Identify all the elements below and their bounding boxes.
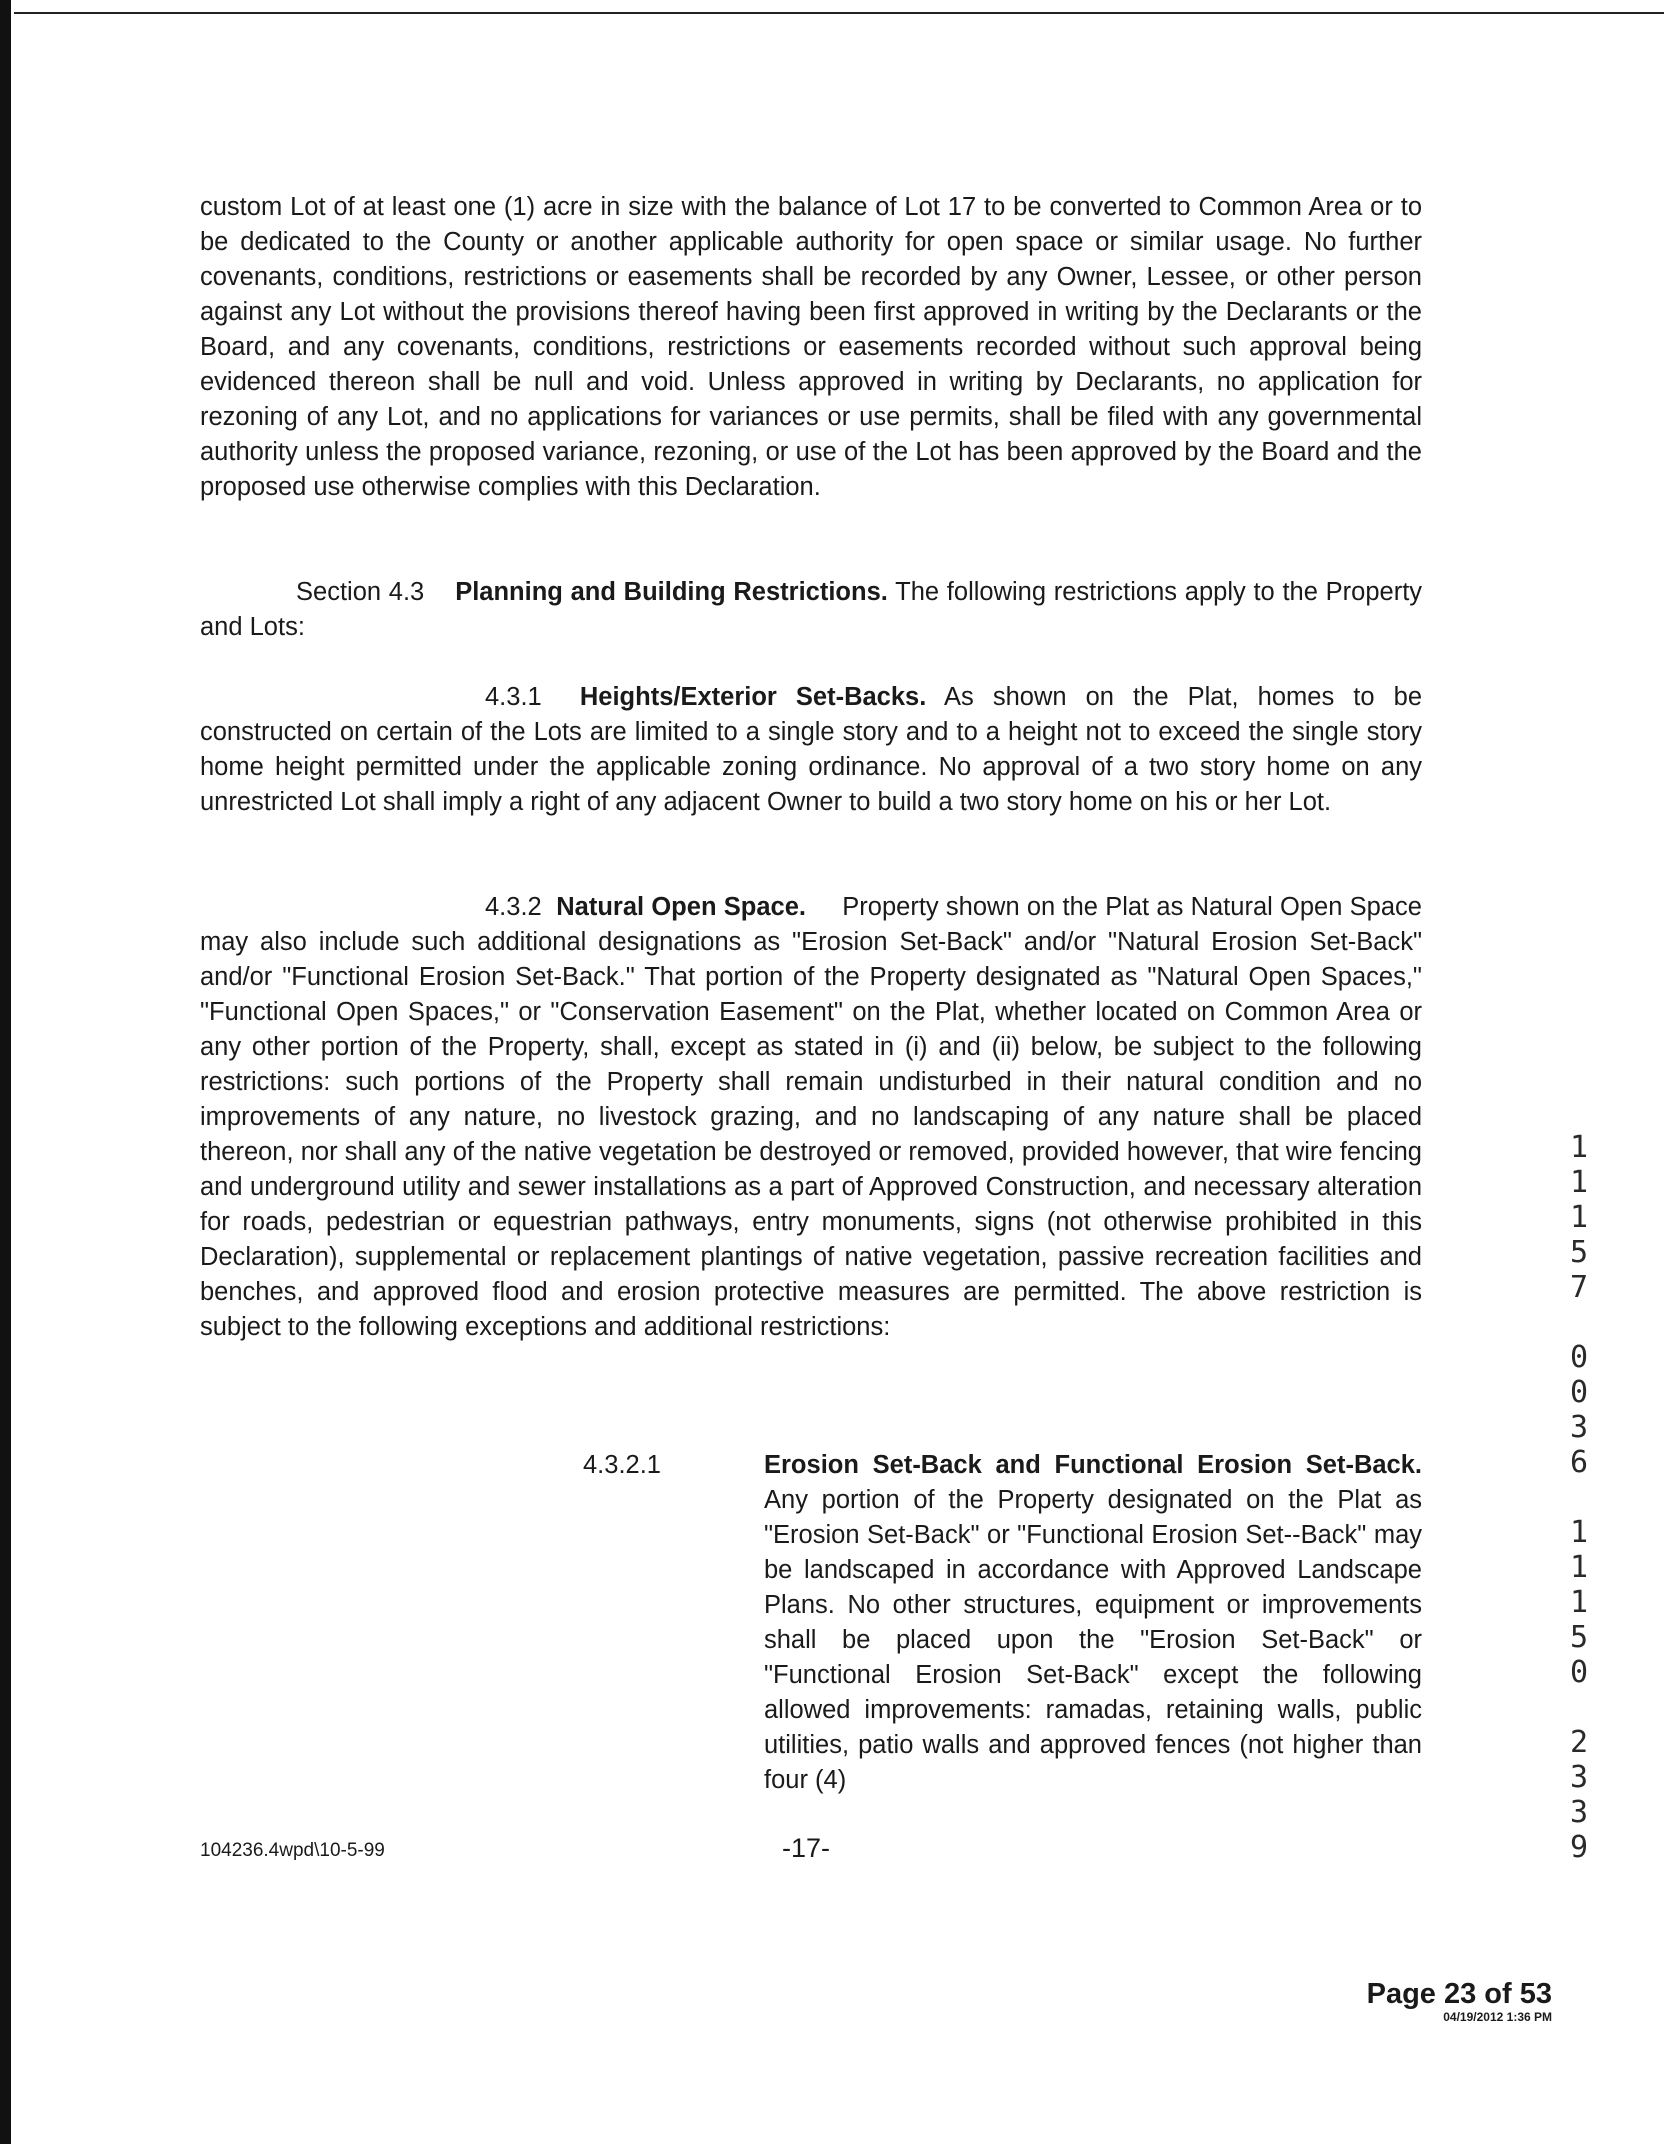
recorder-timestamp: 04/19/2012 1:36 PM xyxy=(1443,2010,1552,2024)
section-4-3-text: The following restrictions apply to the Property and Lots: xyxy=(200,578,1423,641)
stamp-digit: 1 xyxy=(1569,1130,1589,1165)
paragraph-lot-17: custom Lot of at least one (1) acre in size with the balance of Lot 17 to be converted to Common Area or to be dedicated to the County or another applicable authority for open space or similar usage. No further covenants, conditions, restrictions or easements shall be recorded by any Owner, Lessee, or other person against any Lot without the provisions thereof having been first approved in writing by the Declarants or the Board, and any covenants, conditions, restrictions or easements recorded without such approval being evidenced thereon shall be null and void. Unless approved in writing by Declarants, no application for rezoning of any Lot, and no applications for variances or use permits, shall be filed with any governmental authority unless the proposed variance, rezoning, or use of the Lot has been approved by the Board and the proposed use otherwise complies with this Declaration. xyxy=(200,193,1422,501)
stamp-spacer xyxy=(1564,1690,1594,1725)
subsection-4-3-1-text: As shown on the Plat, homes to be constructed on certain of the Lots are limited to a single story and to a height not to exceed the single story home height permitted under the applicable zoning ordinance. No approval of a two story home on any unrestricted Lot shall imply a right of any adjacent Owner to build a two story home on his or her Lot. xyxy=(200,683,1422,816)
subsection-4-3-1 xyxy=(200,680,1422,820)
subsection-4-3-1-number: 4.3.1 xyxy=(485,683,542,711)
section-4-3 xyxy=(200,575,1422,645)
stamp-spacer xyxy=(1564,1305,1594,1340)
stamp-digit: 6 xyxy=(1569,1445,1589,1480)
scan-top-line xyxy=(14,12,1664,14)
stamp-digit: 3 xyxy=(1569,1410,1589,1445)
subsection-4-3-1-heading: Heights/Exterior Set-Backs. xyxy=(579,683,927,711)
subsection-4-3-2 xyxy=(200,890,1422,1345)
subsection-4-3-2-1 xyxy=(764,1448,1422,1798)
stamp-digit: 2 xyxy=(1569,1725,1589,1760)
recorder-page-label: Page 23 of 53 xyxy=(1366,1978,1552,2010)
stamp-digit: 7 xyxy=(1569,1270,1589,1305)
subsection-4-3-2-heading: Natural Open Space. xyxy=(556,893,806,921)
stamp-digit: 1 xyxy=(1569,1515,1589,1550)
section-4-3-label: Section 4.3 xyxy=(296,578,425,606)
recorder-stamp xyxy=(1367,1978,1552,2024)
stamp-digit: 0 xyxy=(1569,1655,1589,1690)
stamp-digit: 3 xyxy=(1569,1760,1589,1795)
stamp-digit: 9 xyxy=(1569,1830,1589,1865)
subsection-4-3-2-text: Property shown on the Plat as Natural Open Space may also include such additional designations as "Erosion Set-Back" and/or "Natural Erosion Set-Back" and/or "Functional Erosion Set-Back." That portion of the Property designated as "Natural Open Spaces," "Functional Open Spaces," or "Conservation Easement" on the Plat, whether located on Common Area or any other portion of the Property, shall, except as stated in (i) and (ii) below, be subject to the following restrictions: such portions of the Property shall remain undisturbed in their natural condition and no improvements of any nature, no livestock grazing, and no landscaping of any nature shall be placed thereon, nor shall any of the native vegetation be destroyed or removed, provided however, that wire fencing and underground utility and sewer installations as a part of Approved Construction, and necessary alteration for roads, pedestrian or equestrian pathways, entry monuments, signs (not otherwise prohibited in this Declaration), supplemental or replacement plantings of native vegetation, passive recreation facilities and benches, and approved flood and erosion protective measures are permitted. The above restriction is subject to the following exceptions and additional restrictions: xyxy=(200,893,1422,1341)
stamp-spacer xyxy=(1564,1480,1594,1515)
subsection-4-3-2-1-text: Any portion of the Property designated on the Plat as "Erosion Set-Back" or "Functional Erosion Set--Back" may be landscaped in accordance with Approved Landscape Plans. No other structures, equipment or improvements shall be placed upon the "Erosion Set-Back" or "Functional Erosion Set-Back" except the following allowed improvements: ramadas, retaining walls, public utilities, patio walls and approved fences (not higher than four (4) xyxy=(764,1486,1422,1794)
stamp-digit: 0 xyxy=(1569,1340,1589,1375)
footer-page-number: -17- xyxy=(782,1833,831,1863)
subsection-4-3-2-1-heading: Erosion Set-Back and Functional Erosion Set-Back. xyxy=(764,1451,1422,1479)
stamp-digit: 1 xyxy=(1569,1200,1589,1235)
stamp-digit: 1 xyxy=(1569,1550,1589,1585)
margin-recording-stamp xyxy=(1564,1130,1594,1865)
subsection-4-3-2-number: 4.3.2 xyxy=(485,893,542,921)
stamp-digit: 5 xyxy=(1569,1235,1589,1270)
stamp-digit: 1 xyxy=(1569,1585,1589,1620)
scan-left-edge xyxy=(0,0,11,2144)
subsection-4-3-2-1-number: 4.3.2.1 xyxy=(583,1451,661,1479)
stamp-digit: 5 xyxy=(1569,1620,1589,1655)
stamp-digit: 3 xyxy=(1569,1795,1589,1830)
stamp-digit: 1 xyxy=(1569,1165,1589,1200)
section-4-3-heading: Planning and Building Restrictions. xyxy=(455,578,888,606)
stamp-digit: 0 xyxy=(1569,1375,1589,1410)
footer-file-reference: 104236.4wpd\10-5-99 xyxy=(200,1840,385,1861)
